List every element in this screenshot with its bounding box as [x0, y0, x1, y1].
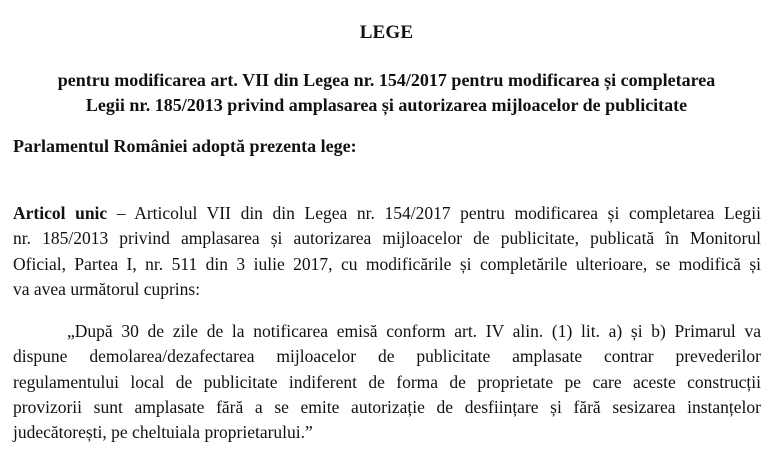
quote-line-4: provizorii sunt amplasate fără a se emite autorizație de desființare și fără sesizarea instanțelor — [13, 396, 761, 417]
quote-line-5: judecătorești, pe cheltuiala proprietarului.” — [13, 422, 313, 443]
quote-line-2: dispune demolarea/dezafectarea mijloacelor de publicitate amplasate contrar prevederilor — [13, 346, 761, 367]
document-title: LEGE — [359, 22, 414, 43]
article-lead: Articol unic — [13, 203, 108, 223]
article-line-4: va avea următorul cuprins: — [13, 278, 201, 299]
article-line-2: nr. 185/2013 privind amplasarea și autorizarea mijloacelor de publicitate, publicată în Monitorul — [13, 228, 761, 249]
quote-line-3: regulamentului local de publicitate indiferent de forma de proprietate pe care aceste construcții — [13, 371, 761, 392]
quote-line-1: „După 30 de zile de la notificarea emisă conform art. IV alin. (1) lit. a) și b) Primarul va — [67, 321, 761, 341]
adoption-statement: Parlamentul României adoptă prezenta lege: — [13, 136, 357, 156]
quoted-text — [13, 319, 761, 445]
article-line-1-text: – Articolul VII din din Legea nr. 154/2017 pentru modificarea și completarea Legii — [107, 203, 761, 223]
article-line-1 — [13, 201, 761, 226]
article-line-3: Oficial, Partea I, nr. 511 din 3 iulie 2017, cu modificările și completările ulterioare, se modifică și — [13, 253, 761, 274]
document-subtitle — [0, 68, 773, 118]
article-paragraph — [13, 201, 761, 302]
subtitle-line-1: pentru modificarea art. VII din Legea nr. 154/2017 pentru modificarea și completarea — [57, 70, 716, 90]
subtitle-line-2: Legii nr. 185/2013 privind amplasarea și autorizarea mijloacelor de publicitate — [85, 95, 688, 115]
